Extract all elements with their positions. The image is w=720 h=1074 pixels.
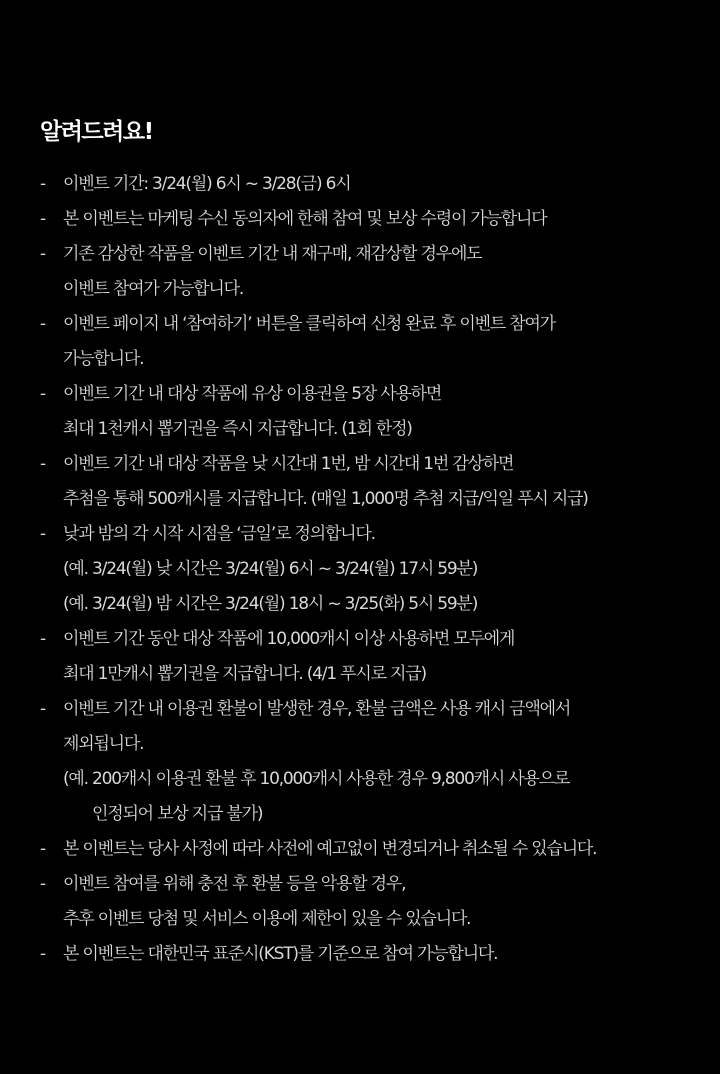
notice-line: 최대 1천캐시 뽑기권을 즉시 지급합니다. (1회 한정)	[63, 419, 412, 439]
notice-item-ticket-reward	[40, 377, 700, 447]
notice-line: 이벤트 기간 내 대상 작품을 낮 시간대 1번, 밤 시간대 1번 감상하면	[63, 454, 514, 474]
notice-line-indented: 인정되어 보상 지급 불가)	[92, 804, 263, 824]
notice-line: (예. 200캐시 이용권 환불 후 10,000캐시 사용한 경우 9,800캐시 사용으로	[63, 769, 570, 789]
notice-item-change-cancel	[40, 832, 700, 867]
notice-item-abuse-restriction	[40, 867, 700, 937]
notice-line: 제외됩니다.	[63, 734, 144, 754]
bullet-dash: -	[40, 384, 45, 404]
notice-line: 이벤트 기간 동안 대상 작품에 10,000캐시 이상 사용하면 모두에게	[63, 629, 515, 649]
bullet-dash: -	[40, 524, 45, 544]
notice-line: 이벤트 참여가 가능합니다.	[63, 279, 244, 299]
notice-item-refund-exclusion	[40, 692, 700, 832]
notice-line: 가능합니다.	[63, 349, 144, 369]
notice-line: 추첨을 통해 500캐시를 지급합니다. (매일 1,000명 추첨 지급/익일 푸시 지급)	[63, 489, 588, 509]
notice-item-day-night-definition	[40, 517, 700, 622]
bullet-dash: -	[40, 454, 45, 474]
notice-item-participate-button	[40, 307, 700, 377]
notice-line: 본 이벤트는 당사 사정에 따라 사전에 예고없이 변경되거나 취소될 수 있습니다.	[63, 839, 597, 859]
notice-line: 이벤트 기간 내 대상 작품에 유상 이용권을 5장 사용하면	[63, 384, 442, 404]
notice-line: 최대 1만캐시 뽑기권을 지급합니다. (4/1 푸시로 지급)	[63, 664, 426, 684]
notice-item-marketing-consent	[40, 202, 700, 237]
bullet-dash: -	[40, 699, 45, 719]
bullet-dash: -	[40, 209, 45, 229]
bullet-dash: -	[40, 314, 45, 334]
bullet-dash: -	[40, 944, 45, 964]
bullet-dash: -	[40, 174, 45, 194]
notice-line: 이벤트 기간 내 이용권 환불이 발생한 경우, 환불 금액은 사용 캐시 금액에서	[63, 699, 571, 719]
notice-line: 이벤트 기간: 3/24(월) 6시 ~ 3/28(금) 6시	[63, 174, 351, 194]
notice-title: 알려드려요!	[40, 119, 153, 145]
notice-line: 본 이벤트는 대한민국 표준시(KST)를 기준으로 참여 가능합니다.	[63, 944, 498, 964]
notice-line: 추후 이벤트 당첨 및 서비스 이용에 제한이 있을 수 있습니다.	[63, 909, 471, 929]
notice-line: (예. 3/24(월) 밤 시간은 3/24(월) 18시 ~ 3/25(화) 5시 59분)	[63, 594, 478, 614]
notice-section	[40, 116, 700, 972]
notice-item-day-night-reward	[40, 447, 700, 517]
notice-item-cash-spend-reward	[40, 622, 700, 692]
bullet-dash: -	[40, 244, 45, 264]
notice-line: 이벤트 페이지 내 ‘참여하기’ 버튼을 클릭하여 신청 완료 후 이벤트 참여가	[63, 314, 555, 334]
notice-item-repurchase	[40, 237, 700, 307]
bullet-dash: -	[40, 874, 45, 894]
notice-item-event-period	[40, 167, 700, 202]
notice-item-kst-standard	[40, 937, 700, 972]
notice-list	[40, 167, 700, 972]
notice-line: (예. 3/24(월) 낮 시간은 3/24(월) 6시 ~ 3/24(월) 17시 59분)	[63, 559, 478, 579]
notice-line: 기존 감상한 작품을 이벤트 기간 내 재구매, 재감상할 경우에도	[63, 244, 482, 264]
notice-line: 본 이벤트는 마케팅 수신 동의자에 한해 참여 및 보상 수령이 가능합니다	[63, 209, 547, 229]
bullet-dash: -	[40, 629, 45, 649]
notice-line: 이벤트 참여를 위해 충전 후 환불 등을 악용할 경우,	[63, 874, 406, 894]
bullet-dash: -	[40, 839, 45, 859]
notice-line: 낮과 밤의 각 시작 시점을 ‘금일’로 정의합니다.	[63, 524, 375, 544]
